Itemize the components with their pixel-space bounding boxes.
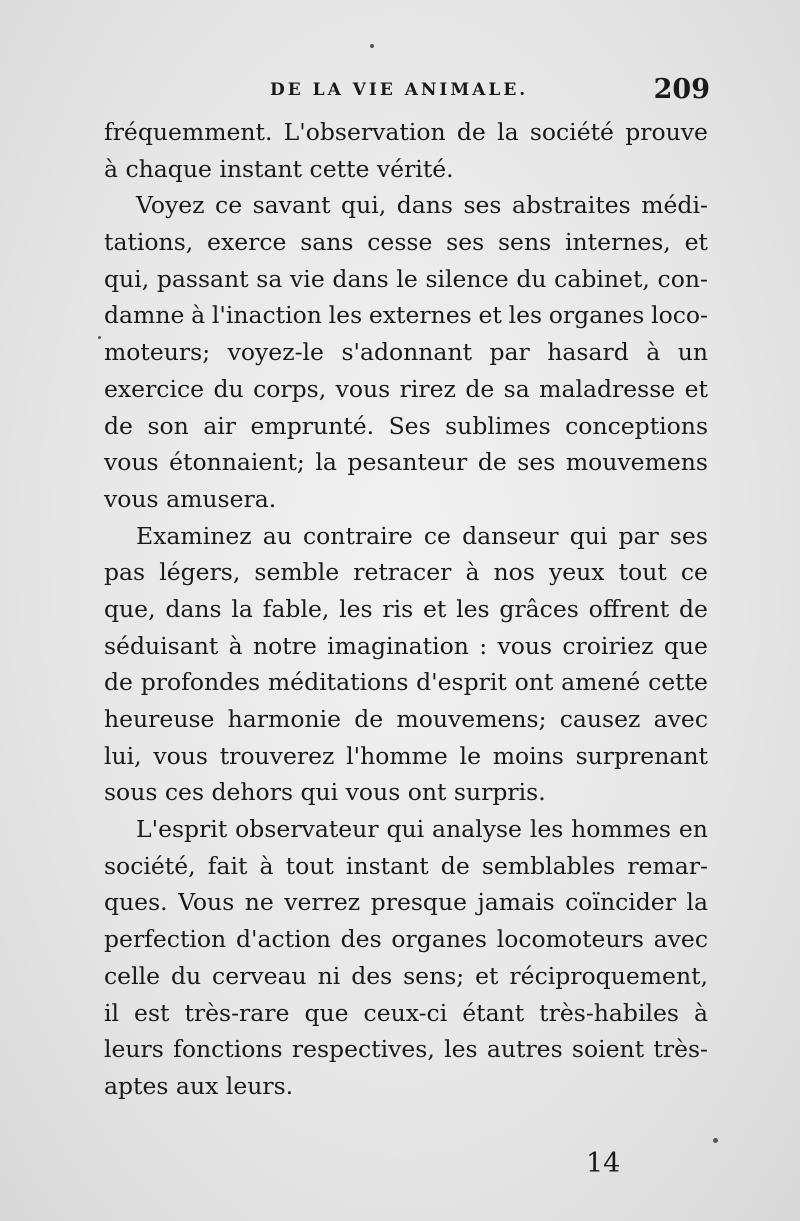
text-line: celle du cerveau ni des sens; et réciproquement, xyxy=(104,961,708,990)
text-line: heureuse harmonie de mouvemens; causez avec xyxy=(104,705,708,733)
text-line: vous amusera. xyxy=(104,484,277,513)
text-line: Voyez ce savant qui, dans ses abstraites médi- xyxy=(136,191,708,220)
text-line: séduisant à notre imagination : vous croiriez que xyxy=(104,631,708,660)
paragraph xyxy=(104,114,708,187)
body-text xyxy=(104,114,708,1105)
signature-mark: 14 xyxy=(586,1148,621,1179)
text-line: tations, exerce sans cesse ses sens internes, et xyxy=(104,228,708,257)
text-line: exercice du corps, vous rirez de sa maladresse et xyxy=(104,374,708,403)
text-line: à chaque instant cette vérité. xyxy=(104,154,454,183)
text-line: perfection d'action des organes locomoteurs avec xyxy=(104,925,708,954)
ink-speck xyxy=(98,336,101,339)
running-title: DE LA VIE ANIMALE. xyxy=(270,80,529,100)
paragraph xyxy=(104,518,708,812)
text-line: vous étonnaient; la pesanteur de ses mouvemens xyxy=(104,448,708,477)
text-line: sous ces dehors qui vous ont surpris. xyxy=(104,778,546,807)
page-header xyxy=(270,74,710,110)
text-line: il est très-rare que ceux-ci étant très-habiles à xyxy=(104,998,708,1027)
text-line: aptes aux leurs. xyxy=(104,1071,294,1100)
text-line: fréquemment. L'observation de la société prouve xyxy=(104,118,708,146)
paragraph xyxy=(104,187,708,517)
text-line: de profondes méditations d'esprit ont amené cette xyxy=(104,668,708,697)
ink-speck xyxy=(713,1138,718,1143)
page-number: 209 xyxy=(653,74,710,105)
text-line: lui, vous trouverez l'homme le moins surprenant xyxy=(104,741,708,770)
paragraph xyxy=(104,811,708,1105)
ink-speck xyxy=(370,44,374,48)
text-line: Examinez au contraire ce danseur qui par ses xyxy=(136,521,708,550)
text-line: leurs fonctions respectives, les autres soient très- xyxy=(104,1035,708,1064)
text-line: moteurs; voyez-le s'adonnant par hasard à un xyxy=(104,338,708,367)
text-line: que, dans la fable, les ris et les grâces offrent de xyxy=(104,594,708,623)
text-line: ques. Vous ne verrez presque jamais coïncider la xyxy=(104,888,708,917)
text-line: de son air emprunté. Ses sublimes conceptions xyxy=(104,411,708,440)
text-line: damne à l'inaction les externes et les organes loco- xyxy=(104,301,708,330)
text-line: société, fait à tout instant de semblables remar- xyxy=(104,851,708,880)
text-line: pas légers, semble retracer à nos yeux tout ce xyxy=(104,558,708,587)
text-line: qui, passant sa vie dans le silence du cabinet, con- xyxy=(104,264,708,293)
text-line: L'esprit observateur qui analyse les hommes en xyxy=(136,815,708,844)
